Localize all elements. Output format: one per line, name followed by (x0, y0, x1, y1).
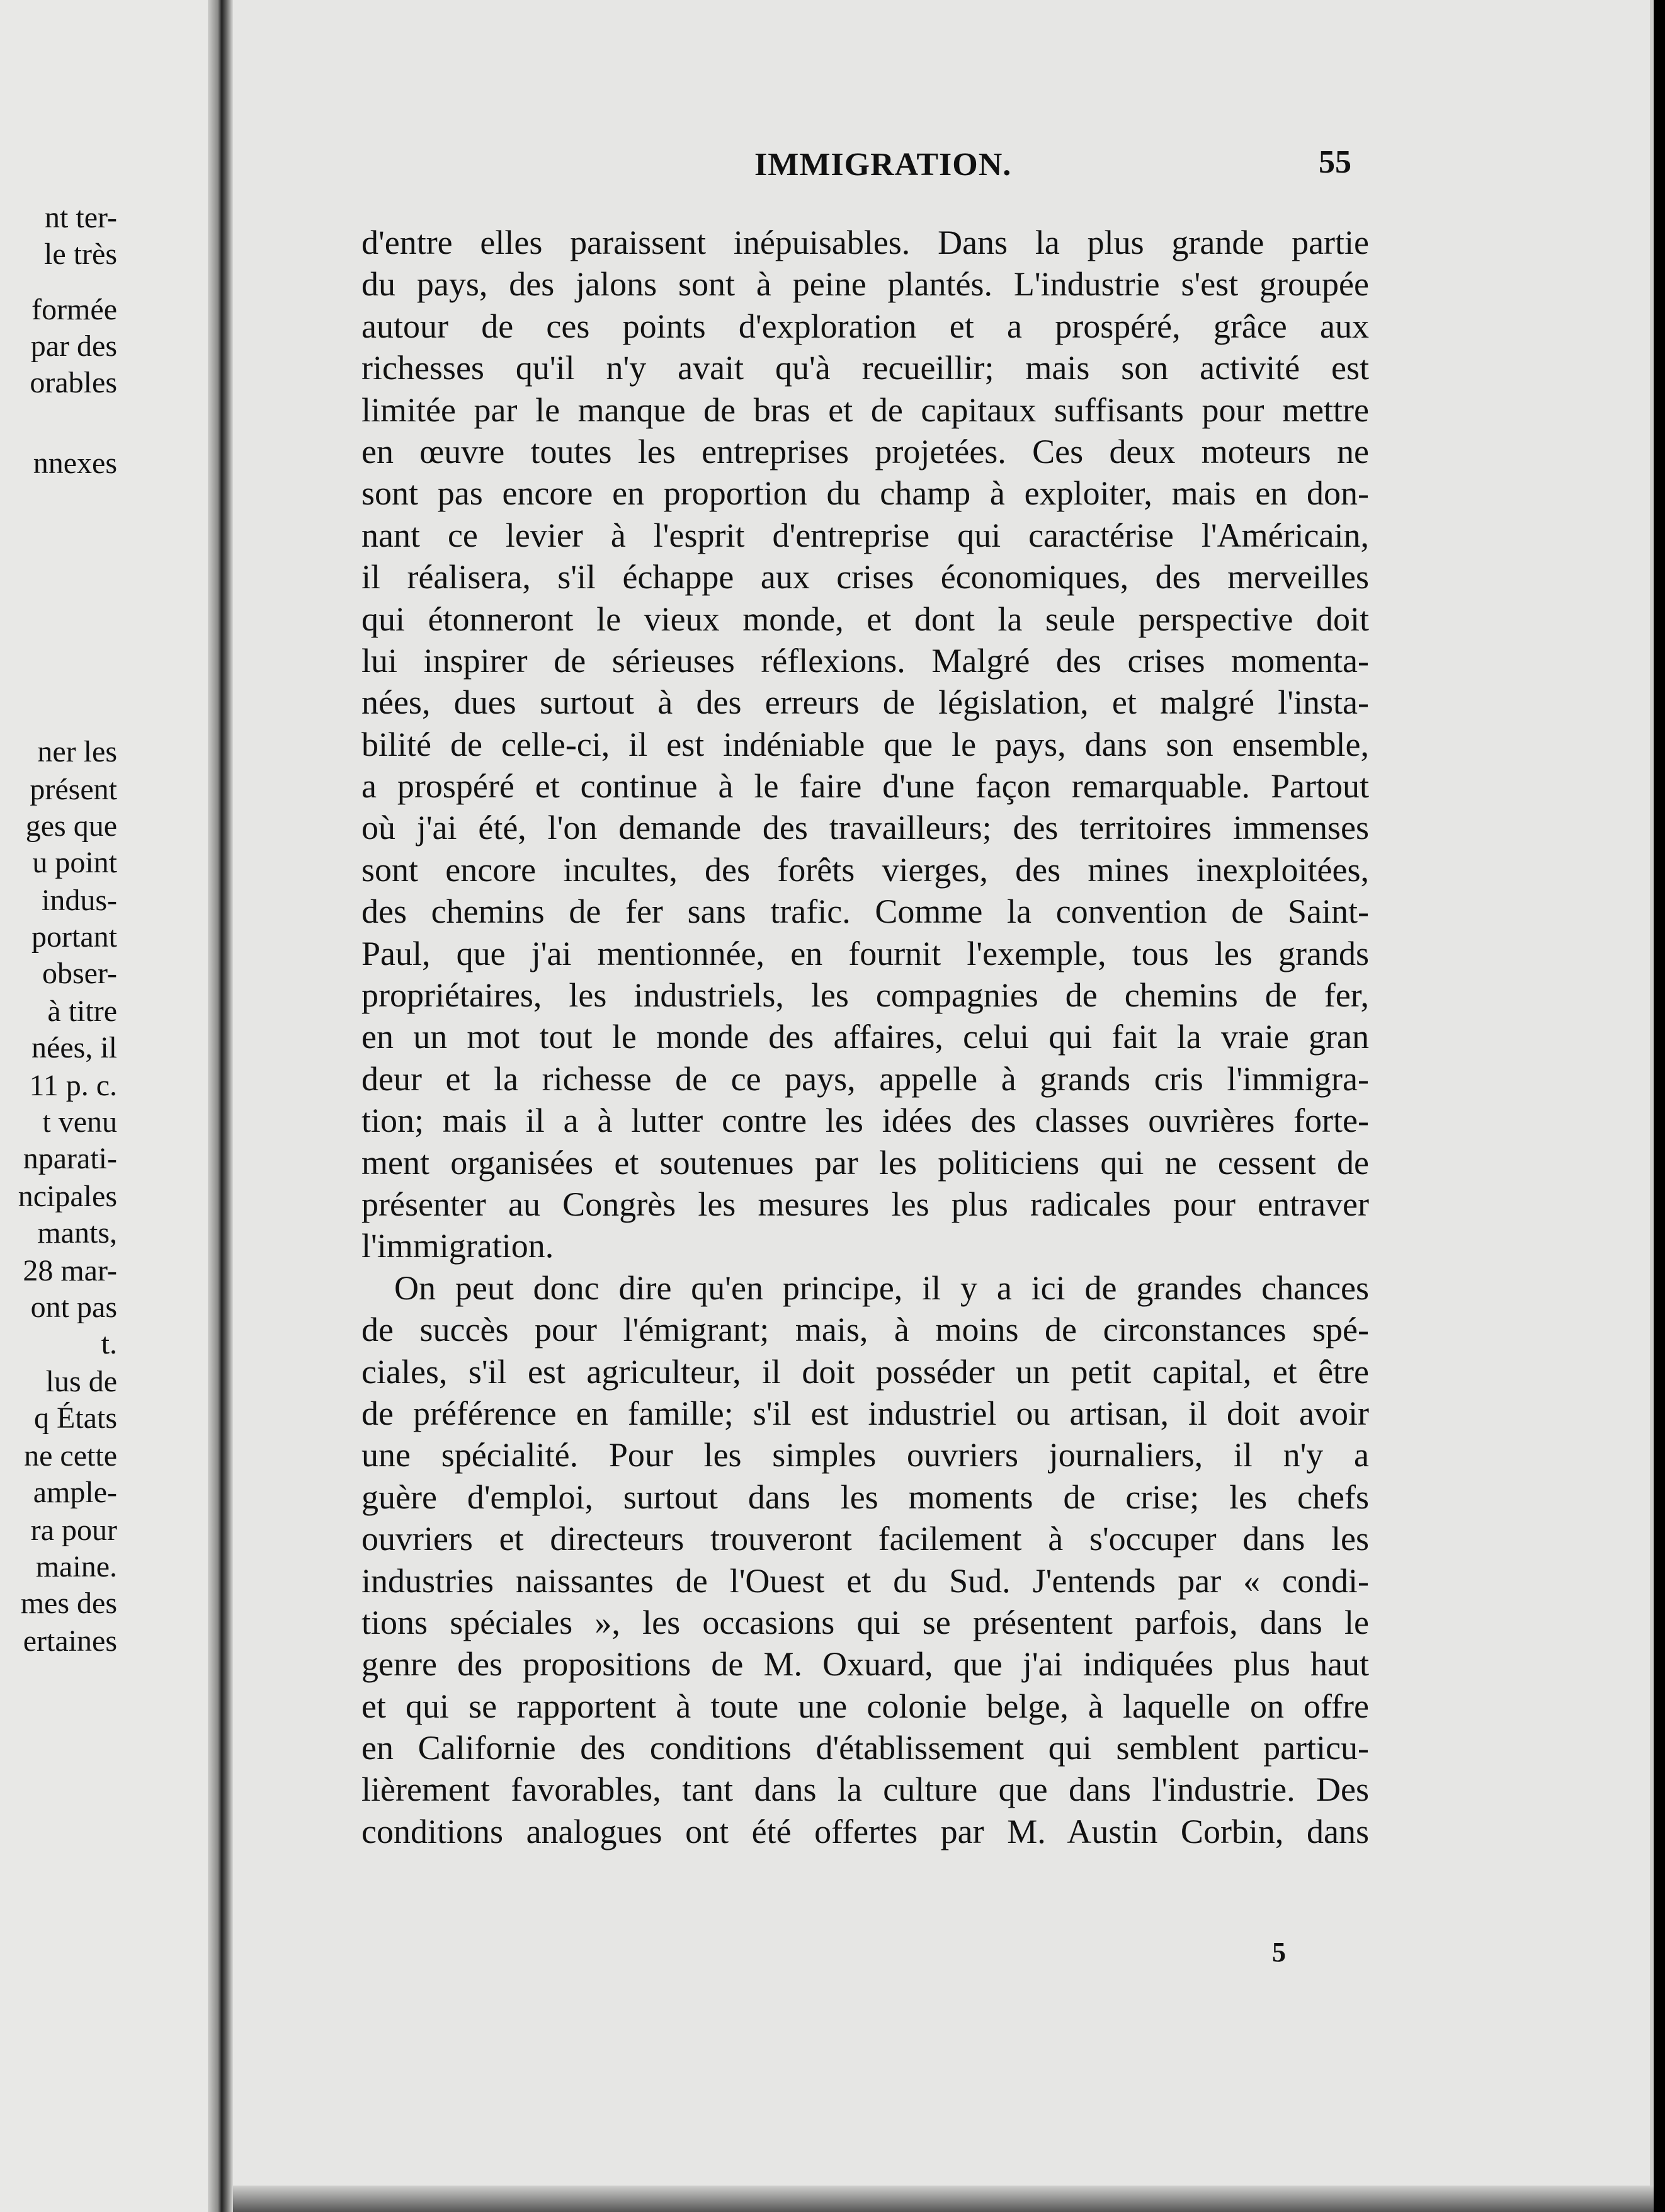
left-page-line: ner les (37, 735, 117, 768)
body-line: genre des propositions de M. Oxuard, que j'ai indiquées plus haut (361, 1645, 1369, 1684)
body-line: sont encore incultes, des forêts vierges, des mines inexploitées, (361, 850, 1369, 889)
left-page-text (0, 200, 120, 1674)
left-page-line: par des (30, 329, 117, 363)
signature-mark: 5 (1272, 1937, 1286, 1968)
left-page-line: nnexes (33, 447, 117, 480)
left-page (0, 0, 214, 2212)
body-line: propriétaires, les industriels, les compagnies de chemins de fer, (361, 976, 1369, 1015)
running-title: IMMIGRATION. (754, 147, 1012, 183)
body-line: de préférence en famille; s'il est industriel ou artisan, il doit avoir (361, 1394, 1369, 1432)
body-line: richesses qu'il n'y avait qu'à recueillir; mais son activité est (361, 349, 1369, 387)
book-gutter (208, 0, 233, 2212)
body-line: sont pas encore en proportion du champ à exploiter, mais en don- (361, 474, 1369, 513)
body-line: autour de ces points d'exploration et a prospéré, grâce aux (361, 307, 1369, 345)
left-page-line: formée (31, 293, 117, 326)
left-page-line: 28 mar- (23, 1254, 117, 1287)
body-line: du pays, des jalons sont à peine plantés. L'industrie s'est groupée (361, 265, 1369, 304)
left-page-line: nées, il (31, 1031, 117, 1064)
left-page-line: q États (34, 1401, 117, 1435)
left-page-line: nparati- (23, 1142, 117, 1175)
body-line: On peut donc dire qu'en principe, il y a ici de grandes chances (394, 1268, 1369, 1307)
left-page-line: u point (32, 846, 117, 879)
page-right-edge (1654, 0, 1665, 2212)
body-line: ment organisées et soutenues par les politiciens qui ne cessent de (361, 1143, 1369, 1182)
left-page-line: t. (101, 1327, 117, 1360)
body-line: deur et la richesse de ce pays, appelle à grands cris l'immigra- (361, 1059, 1369, 1098)
body-line: lièrement favorables, tant dans la culture que dans l'industrie. Des (361, 1770, 1369, 1809)
left-page-line: 11 p. c. (29, 1069, 117, 1102)
body-line: Paul, que j'ai mentionnée, en fournit l'exemple, tous les grands (361, 934, 1369, 972)
left-page-line: orables (30, 366, 117, 399)
left-page-line: mants, (37, 1216, 117, 1250)
body-line: d'entre elles paraissent inépuisables. Dans la plus grande partie (361, 224, 1369, 261)
body-line: l'immigration. (361, 1227, 554, 1265)
body-line: il réalisera, s'il échappe aux crises économiques, des merveilles (361, 558, 1369, 596)
body-line: tion; mais il a à lutter contre les idées des classes ouvrières forte- (361, 1102, 1369, 1140)
body-line: nant ce levier à l'esprit d'entreprise qui caractérise l'Américain, (361, 516, 1369, 554)
body-text (361, 222, 1369, 1852)
body-line: ciales, s'il est agriculteur, il doit posséder un petit capital, et être (361, 1352, 1369, 1391)
body-line: en Californie des conditions d'établissement qui semblent particu- (361, 1729, 1369, 1767)
body-line: de succès pour l'émigrant; mais, à moins de circonstances spé- (361, 1311, 1369, 1349)
left-page-line: ont pas (30, 1291, 117, 1324)
page-bottom-shadow (233, 2186, 1656, 2212)
body-line: a prospéré et continue à le faire d'une façon remarquable. Partout (361, 767, 1369, 806)
body-line: bilité de celle-ci, il est indéniable que le pays, dans son ensemble, (361, 725, 1369, 763)
left-page-line: lus de (45, 1365, 117, 1398)
left-page-line: ne cette (24, 1439, 117, 1473)
body-line: et qui se rapportent à toute une colonie belge, à laquelle on offre (361, 1687, 1369, 1725)
body-line: présenter au Congrès les mesures les plus radicales pour entraver (361, 1185, 1369, 1223)
body-line: qui étonneront le vieux monde, et dont la seule perspective doit (361, 600, 1369, 638)
left-page-line: mes des (20, 1587, 117, 1620)
left-page-line: indus- (42, 884, 117, 917)
body-line: limitée par le manque de bras et de capitaux suffisants pour mettre (361, 391, 1369, 429)
left-page-line: ncipales (18, 1180, 117, 1213)
left-page-line: maine. (35, 1550, 117, 1583)
left-page-line: obser- (42, 957, 117, 990)
left-page-line: ample- (33, 1476, 117, 1509)
body-line: nées, dues surtout à des erreurs de législation, et malgré l'insta- (361, 683, 1369, 722)
left-page-line: le très (44, 237, 117, 271)
body-line: lui inspirer de sérieuses réflexions. Malgré des crises momenta- (361, 641, 1369, 680)
page-number: 55 (1319, 144, 1351, 180)
body-line: des chemins de fer sans trafic. Comme la convention de Saint- (361, 892, 1369, 931)
left-page-line: t venu (42, 1105, 117, 1139)
body-line: conditions analogues ont été offertes par M. Austin Corbin, dans (361, 1812, 1369, 1850)
left-page-line: ra pour (30, 1514, 117, 1547)
body-line: industries naissantes de l'Ouest et du Sud. J'entends par « condi- (361, 1561, 1369, 1600)
body-line: ouvriers et directeurs trouveront facilement à s'occuper dans les (361, 1520, 1369, 1558)
body-line: une spécialité. Pour les simples ouvriers journaliers, il n'y a (361, 1436, 1369, 1474)
left-page-line: ges que (25, 809, 117, 843)
left-page-line: ertaines (23, 1624, 117, 1658)
left-page-line: à titre (47, 995, 117, 1028)
body-line: où j'ai été, l'on demande des travailleurs; des territoires immenses (361, 809, 1369, 847)
body-line: tions spéciales », les occasions qui se présentent parfois, dans le (361, 1603, 1369, 1641)
left-page-line: portant (31, 920, 117, 954)
body-line: guère d'emploi, surtout dans les moments de crise; les chefs (361, 1478, 1369, 1516)
body-line: en un mot tout le monde des affaires, celui qui fait la vraie gran (361, 1018, 1369, 1056)
body-line: en œuvre toutes les entreprises projetées. Ces deux moteurs ne (361, 432, 1369, 470)
left-page-line: nt ter- (45, 201, 117, 234)
left-page-line: présent (30, 773, 117, 806)
